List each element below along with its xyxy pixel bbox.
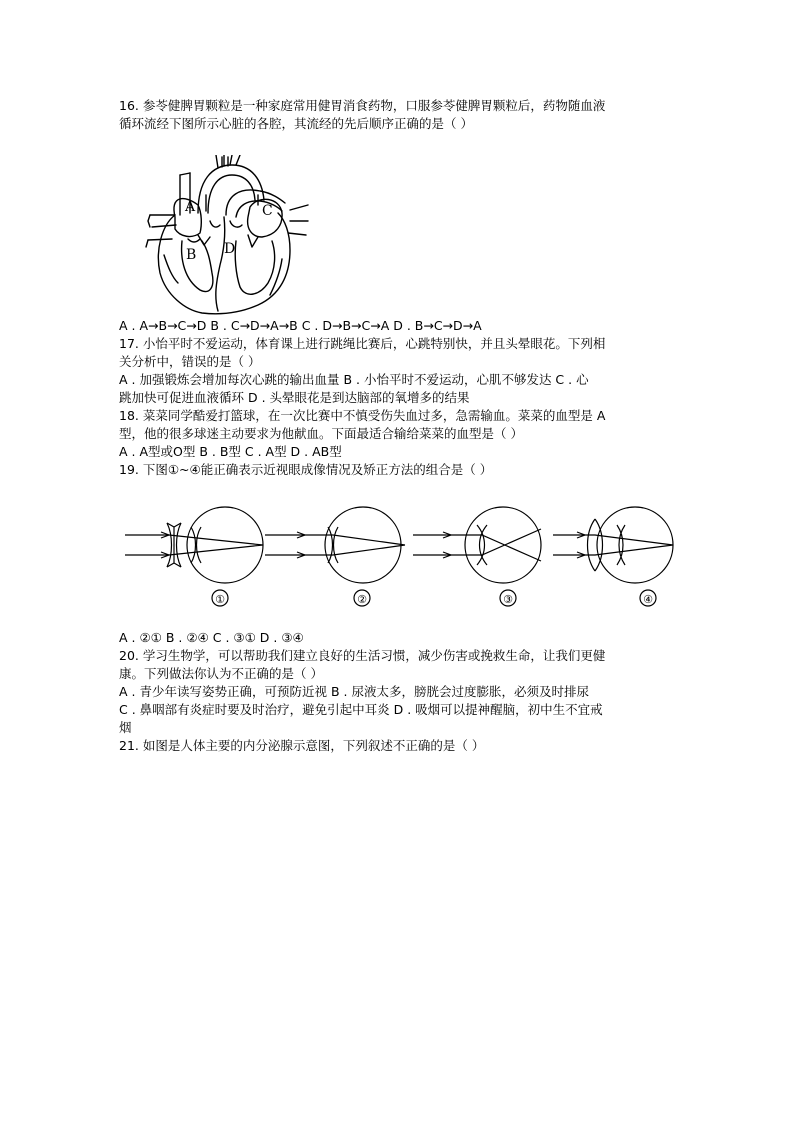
q20-stem-line2: 康。下列做法你认为不正确的是（ ） xyxy=(119,666,323,681)
eye-diagram-1 xyxy=(125,507,263,583)
q17-options-line2: 跳加快可促进血液循环 D . 头晕眼花是到达脑部的氧增多的结果 xyxy=(119,390,470,405)
q16-stem-line2: 循环流经下图所示心脏的各腔，其流经的先后顺序正确的是（ ） xyxy=(119,116,473,131)
q16-options: A . A→B→C→D B . C→D→A→B C . D→B→C→A D . B→C→D→A xyxy=(119,318,482,333)
eye-diagram-4 xyxy=(553,507,673,583)
q17-options-line1: A . 加强锻炼会增加每次心跳的输出血量 B . 小怡平时不爱运动，心肌不够发达 C . 心 xyxy=(119,372,589,387)
q17-stem-line1: 17. 小怡平时不爱运动，体育课上进行跳绳比赛后，心跳特别快，并且头晕眼花。下列相 xyxy=(119,336,606,351)
q19-options: A . ②① B . ②④ C . ③① D . ③④ xyxy=(119,630,304,645)
q20-options-line3: 烟 xyxy=(119,720,132,735)
eye-label-4: ④ xyxy=(643,593,653,606)
eye-label-2: ② xyxy=(357,593,367,606)
q21-stem: 21. 如图是人体主要的内分泌腺示意图，下列叙述不正确的是（ ） xyxy=(119,738,485,753)
q17-stem-line2: 关分析中，错误的是（ ） xyxy=(119,354,261,369)
heart-diagram xyxy=(140,155,310,320)
eye-label-1: ① xyxy=(215,593,225,606)
q20-options-line1: A . 青少年读写姿势正确，可预防近视 B . 尿液太多，膀胱会过度膨胀，必须及时排尿 xyxy=(119,684,589,699)
q18-stem-line2: 型，他的很多球迷主动要求为他献血。下面最适合输给菜菜的血型是（ ） xyxy=(119,426,523,441)
q20-options-line2: C . 鼻咽部有炎症时要及时治疗，避免引起中耳炎 D . 吸烟可以提神醒脑，初中生不宜戒 xyxy=(119,702,603,717)
q19-stem: 19. 下图①~④能正确表示近视眼成像情况及矫正方法的组合是（ ） xyxy=(119,462,493,477)
q18-options: A . A型或O型 B . B型 C . A型 D . AB型 xyxy=(119,444,342,459)
heart-label-b: B xyxy=(186,247,197,263)
q20-stem-line1: 20. 学习生物学，可以帮助我们建立良好的生活习惯，减少伤害或挽救生命，让我们更健 xyxy=(119,648,606,663)
heart-label-a: A xyxy=(185,199,196,215)
heart-label-d: D xyxy=(224,241,236,257)
heart-label-c: C xyxy=(262,203,273,219)
eye-diagram-2 xyxy=(265,507,405,583)
q18-stem-line1: 18. 菜菜同学酷爱打篮球，在一次比赛中不慎受伤失血过多，急需输血。菜菜的血型是 A xyxy=(119,408,606,423)
eye-diagrams xyxy=(125,505,695,615)
q16-stem-line1: 16. 参苓健脾胃颗粒是一种家庭常用健胃消食药物，口服参苓健脾胃颗粒后，药物随血液 xyxy=(119,98,606,113)
eye-diagram-3 xyxy=(413,507,541,583)
eye-label-3: ③ xyxy=(503,593,513,606)
